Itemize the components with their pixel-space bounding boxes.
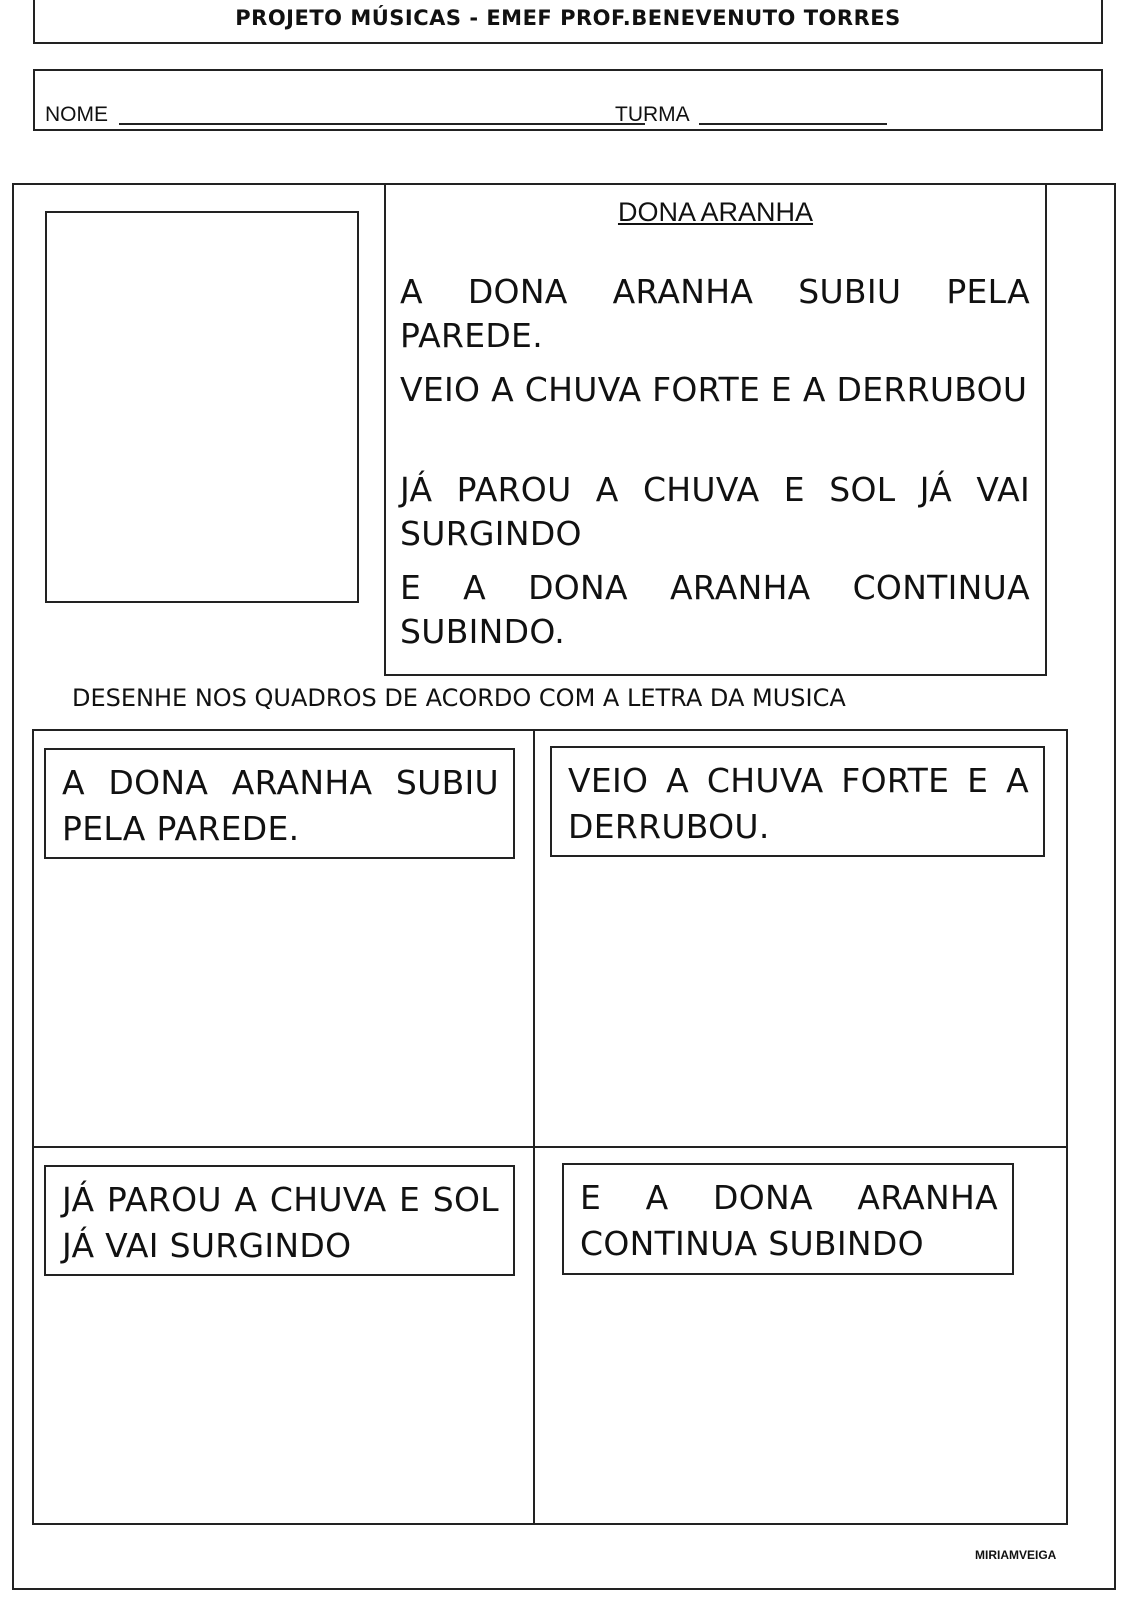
drawing-area-panel-3[interactable] — [34, 1277, 532, 1523]
verse-2: VEIO A CHUVA FORTE E A DERRUBOU — [400, 370, 1028, 409]
drawing-area-panel-2[interactable] — [536, 858, 1066, 1145]
instructions: DESENHE NOS QUADROS DE ACORDO COM A LETRA DA MUSICA — [72, 684, 846, 712]
panel-caption-box — [562, 1163, 1014, 1275]
song-title: DONA ARANHA — [617, 197, 814, 227]
student-info-box — [33, 69, 1103, 131]
lyrics-box — [384, 183, 1047, 676]
panel-caption-box — [550, 746, 1045, 857]
project-title: PROJETO MÚSICAS - EMEF PROF.BENEVENUTO TORRES — [235, 6, 901, 30]
author-credit: MIRIAMVEIGA — [975, 1548, 1057, 1562]
verse-3: JÁ PAROU A CHUVA E SOL JÁ VAI SURGINDO — [400, 470, 1030, 553]
class-label: TURMA — [615, 103, 690, 126]
name-field[interactable] — [119, 123, 645, 125]
panel-caption: VEIO A CHUVA FORTE E A DERRUBOU. — [568, 761, 1029, 846]
header-box — [33, 0, 1103, 44]
panel-caption: JÁ PAROU A CHUVA E SOL JÁ VAI SURGINDO — [62, 1180, 499, 1265]
grid-divider-horizontal — [32, 1146, 1068, 1148]
verse-1: A DONA ARANHA SUBIU PELA PAREDE. — [400, 272, 1030, 355]
grid-divider-vertical — [533, 729, 535, 1525]
drawing-area-main[interactable] — [45, 211, 359, 603]
panel-caption-box — [44, 1165, 515, 1276]
panel-caption: E A DONA ARANHA CONTINUA SUBINDO — [580, 1178, 998, 1263]
panel-caption-box — [44, 748, 515, 859]
drawing-area-panel-1[interactable] — [34, 858, 532, 1145]
panel-caption: A DONA ARANHA SUBIU PELA PAREDE. — [62, 763, 499, 848]
verse-4: E A DONA ARANHA CONTINUA SUBINDO. — [400, 568, 1030, 651]
class-field[interactable] — [699, 123, 887, 125]
name-label: NOME — [45, 103, 108, 126]
drawing-area-panel-4[interactable] — [536, 1277, 1066, 1523]
